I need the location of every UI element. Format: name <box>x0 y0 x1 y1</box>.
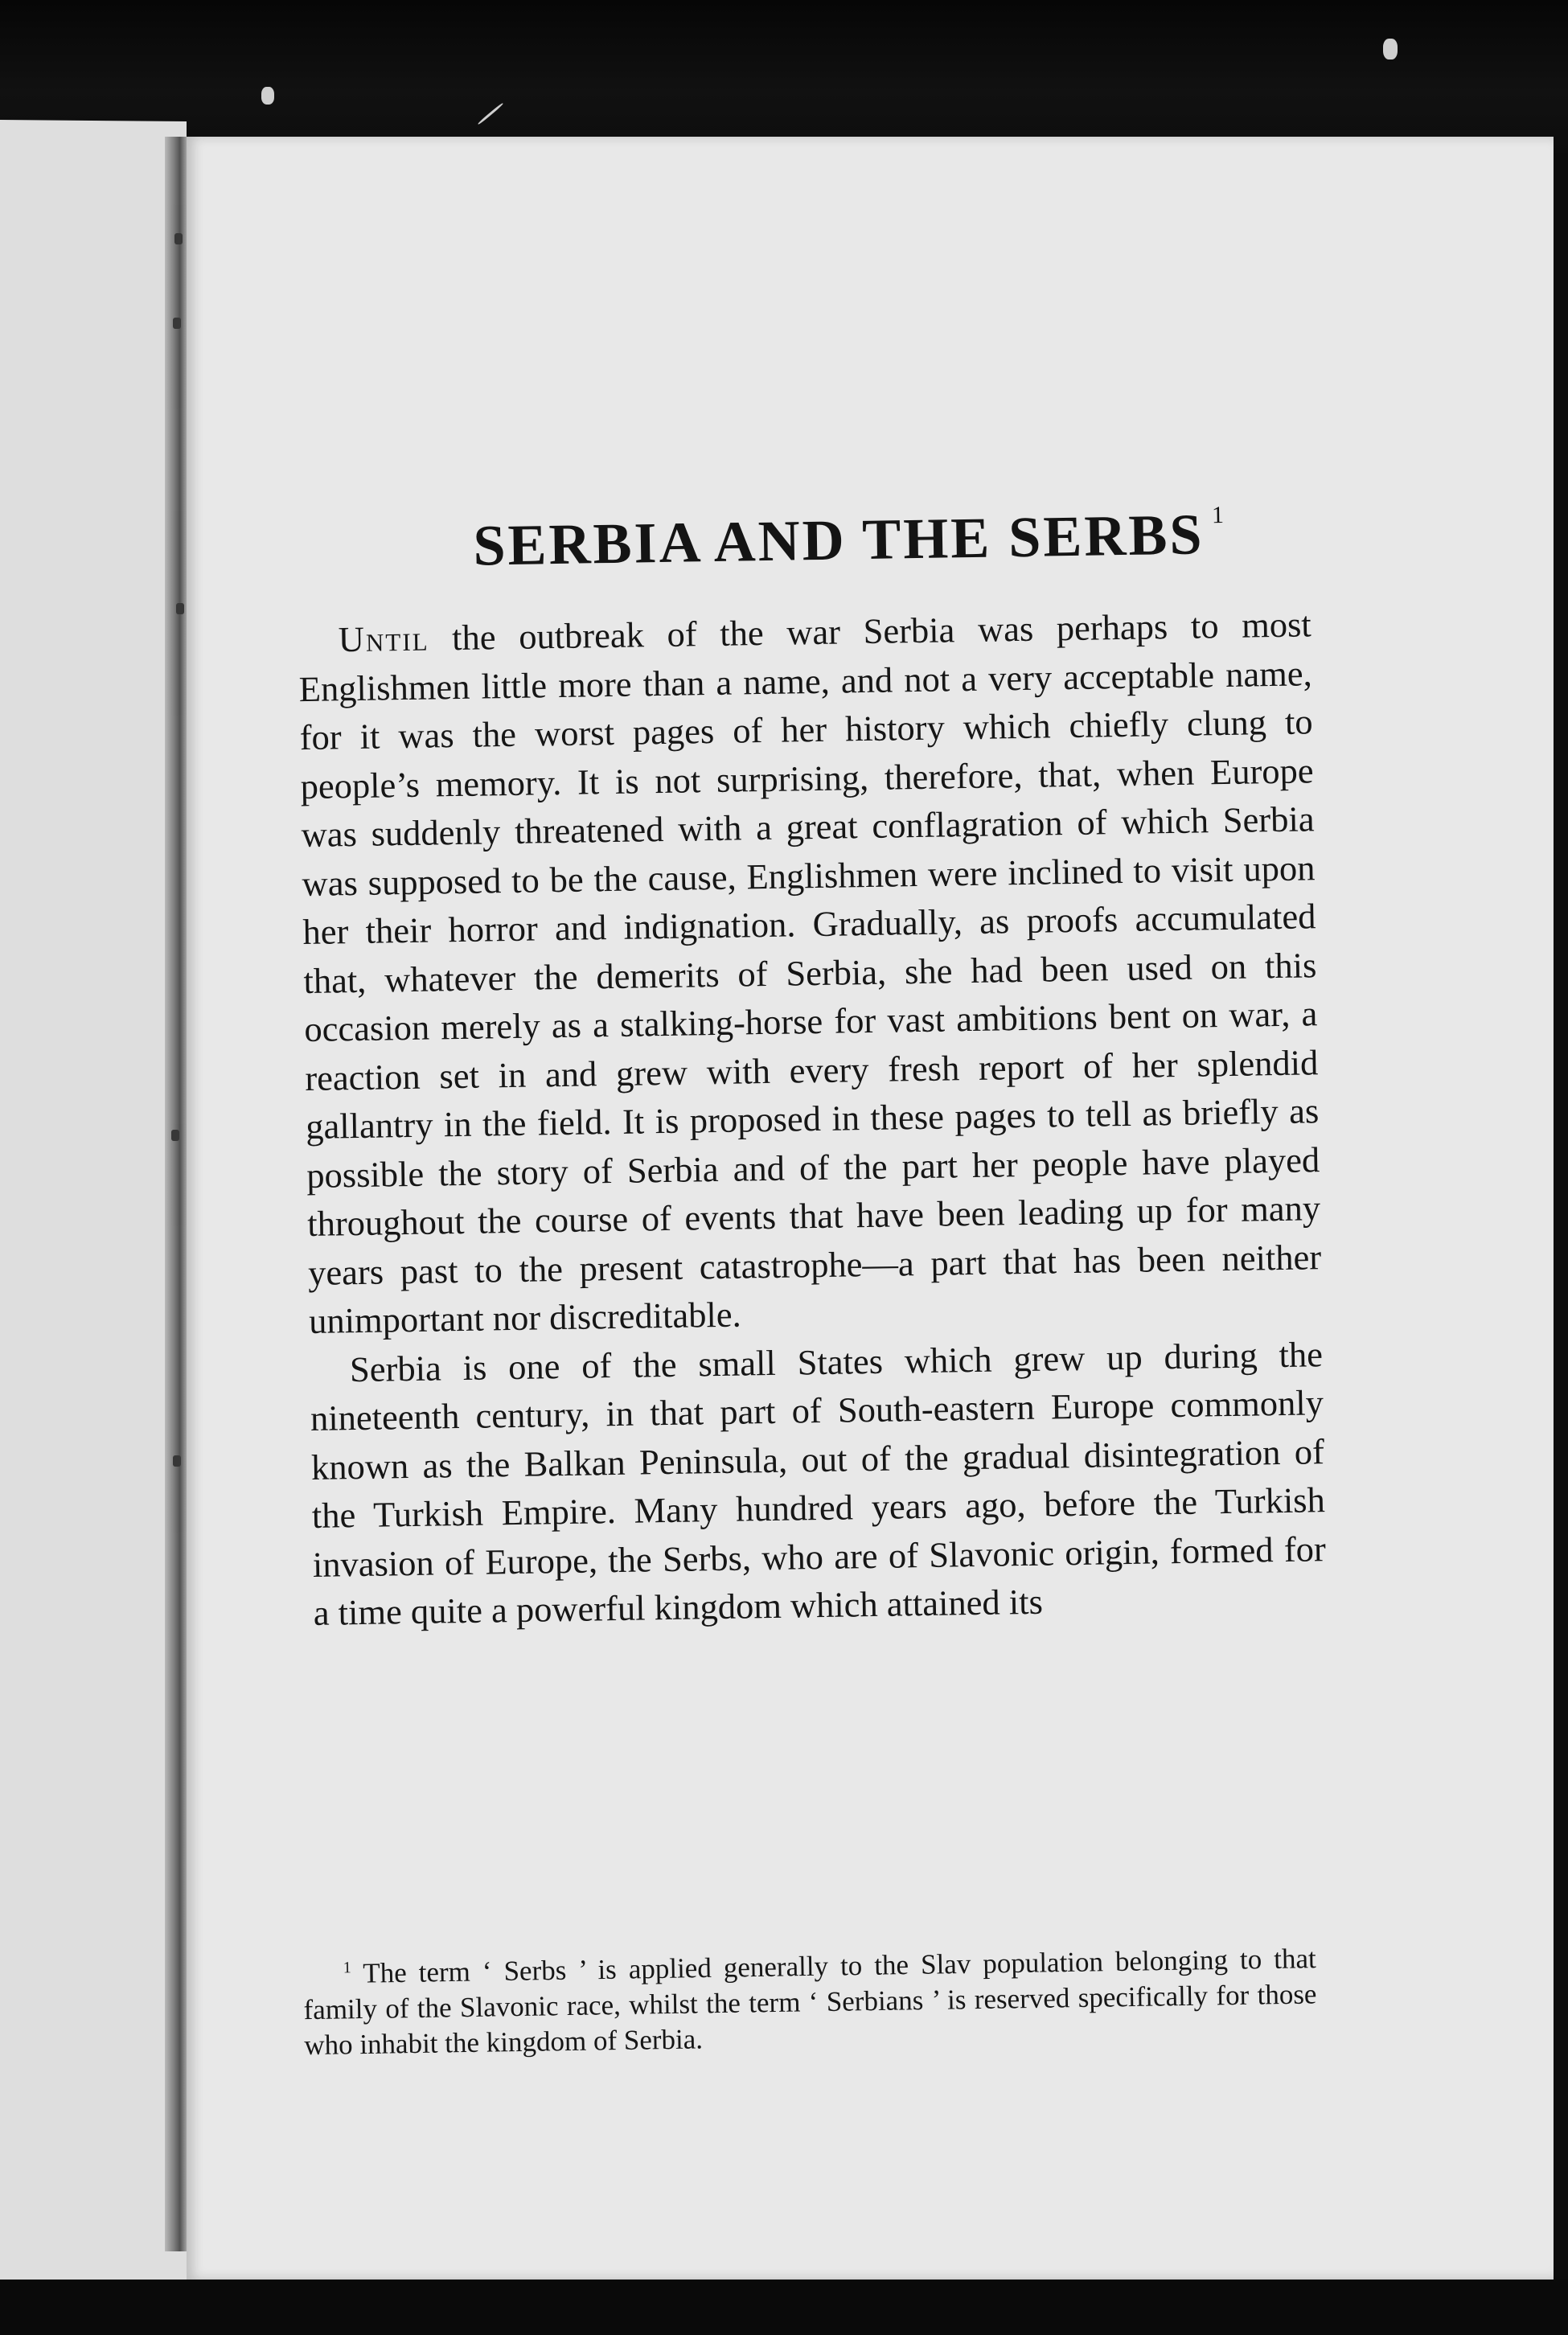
chapter-title-text: SERBIA AND THE SERBS <box>472 502 1205 578</box>
footnote-text: The term ‘ Serbs ’ is applied generally to the Slav population belonging to that family of the Slavonic race, whilst the term ‘ Serbians ’ is reserved specifically for those who inhabit the kingdom of Serbia. <box>303 1943 1317 2061</box>
footnote-reference: 1 <box>1211 501 1227 529</box>
scan-bottom-border <box>0 2280 1568 2335</box>
scan-fleck <box>478 102 504 125</box>
chapter-title <box>399 500 1300 581</box>
paragraph-text: the outbreak of the war Serbia was perhaps to most Englishmen little more than a name, and not a very acceptable name, for it was the worst pages of her history which chiefly clung to people’s memory. It is not surprising, therefore, that, when Europe was suddenly threatened with a great conflagration of which Serbia was supposed to be the cause, Englishmen were inclined to visit upon her their horror and indignation. Gradually, as proofs accumulated that, whatever the demerits of Serbia, she had been used on this occasion merely as a stalking-horse for vast ambitions bent on war, a reaction set in and grew with every fresh report of her splendid gallantry in the field. It is proposed in these pages to tell as briefly as possible the story of Serbia and of the part her people have played throughout the course of events that have been leading up for many years past to the present catastrophe—a part that has been neither unimportant nor discreditable. <box>298 604 1322 1341</box>
footnote-paragraph <box>302 1935 1317 2062</box>
paragraph-text: Serbia is one of the small States which grew up during the nineteenth century, in that part of South-eastern Europe commonly known as the Balkan Peninsula, out of the gradual disintegration of the Turkish Empire. Many hundred years ago, before the Turkish invasion of Europe, the Serbs, who are of Slavonic origin, formed for a time quite a powerful kingdom which attained its <box>310 1333 1327 1633</box>
page-content <box>170 126 1568 2290</box>
body-text <box>298 600 1327 1637</box>
facing-page-edge <box>0 120 187 2284</box>
book-page <box>187 137 1554 2280</box>
scan-fleck <box>1383 39 1398 60</box>
gutter-speck <box>173 1455 181 1467</box>
paragraph-2 <box>310 1330 1328 1638</box>
gutter-speck <box>171 1130 179 1141</box>
paragraph-lead-word: Until <box>338 618 429 660</box>
footnote <box>302 1935 1317 2062</box>
scan-fleck <box>261 87 274 105</box>
paragraph-1 <box>298 600 1322 1345</box>
footnote-marker: 1 <box>343 1959 351 1977</box>
